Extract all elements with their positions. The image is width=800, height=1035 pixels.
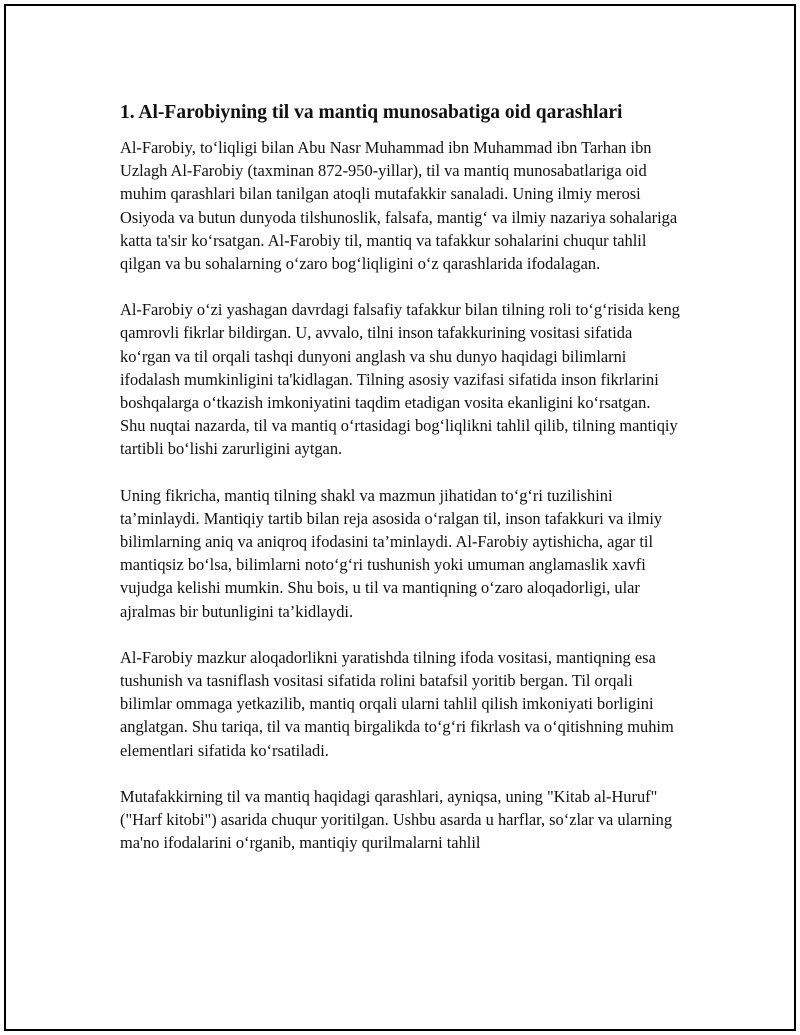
- document-page: [4, 4, 796, 1031]
- paragraph-4: Al-Farobiy mazkur aloqadorlikni yaratishda tilning ifoda vositasi, mantiqning esa tushunish va tasniflash vositasi sifatida rolini batafsil yoritib bergan. Til orqali bilimlar ommaga yetkazilib, mantiq orqali ularni tahlil qilish imkoniyati borligini anglatgan. Shu tariqa, til va mantiq birgalikda to‘g‘ri fikrlash va o‘qitishning muhim elementlari sifatida ko‘rsatiladi.: [120, 647, 674, 760]
- paragraph-5: Mutafakkirning til va mantiq haqidagi qarashlari, ayniqsa, uning "Kitab al-Huruf" ("Harf kitobi") asarida chuqur yoritilgan. Ushbu asarda u harflar, so‘zlar va ularning ma'no ifodalarini o‘rganib, mantiqiy qurilmalarni tahlil: [120, 786, 673, 853]
- section-heading: 1. Al-Farobiyning til va mantiq munosabatiga oid qarashlari: [120, 102, 623, 123]
- paragraph-3: Uning fikricha, mantiq tilning shakl va mazmun jihatidan to‘g‘ri tuzilishini ta’minlaydi. Mantiqiy tartib bilan reja asosida o‘ralgan til, inson tafakkuri va ilmiy bilimlarning aniq va aniqroq ifodasini ta’minlaydi. Al-Farobiy aytishicha, agar til mantiqsiz bo‘lsa, bilimlarni noto‘g‘ri tushunish yoki umuman anglamaslik xavfi vujudga kelishi mumkin. Shu bois, u til va mantiqning o‘zaro aloqadorligi, ular ajralmas bir butunligini ta’kidlaydi.: [120, 485, 663, 621]
- paragraph-1: Al-Farobiy, to‘liqligi bilan Abu Nasr Muhammad ibn Muhammad ibn Tarhan ibn Uzlagh Al-Farobiy (taxminan 872-950-yillar), til va mantiq munosabatlariga oid muhim qarashlari bilan tanilgan atoqli mutafakkir sanaladi. Uning ilmiy merosi Osiyoda va butun dunyoda tilshunoslik, falsafa, mantig‘ va ilmiy nazariya sohalariga katta ta'sir ko‘rsatgan. Al-Farobiy til, mantiq va tafakkur sohalarini chuqur tahlil qilgan va bu sohalarning o‘zaro bog‘liqligini o‘z qarashlarida ifodalagan.: [120, 138, 678, 274]
- document-body: [120, 99, 680, 877]
- paragraph-2: Al-Farobiy o‘zi yashagan davrdagi falsafiy tafakkur bilan tilning roli to‘g‘risida keng qamrovli fikrlar bildirgan. U, avvalo, tilni inson tafakkurining vositasi sifatida ko‘rgan va til orqali tashqi dunyoni anglash va shu dunyo haqidagi bilimlarni ifodalash mumkinligini ta'kidlagan. Tilning asosiy vazifasi sifatida inson fikrlarini boshqalarga o‘tkazish imkoniyatini taqdim etadigan vosita ekanligini ko‘rsatgan. Shu nuqtai nazarda, til va mantiq o‘rtasidagi bog‘liqlikni tahlil qilib, tilning mantiqiy tartibli bo‘lishi zarurligini aytgan.: [120, 300, 680, 459]
